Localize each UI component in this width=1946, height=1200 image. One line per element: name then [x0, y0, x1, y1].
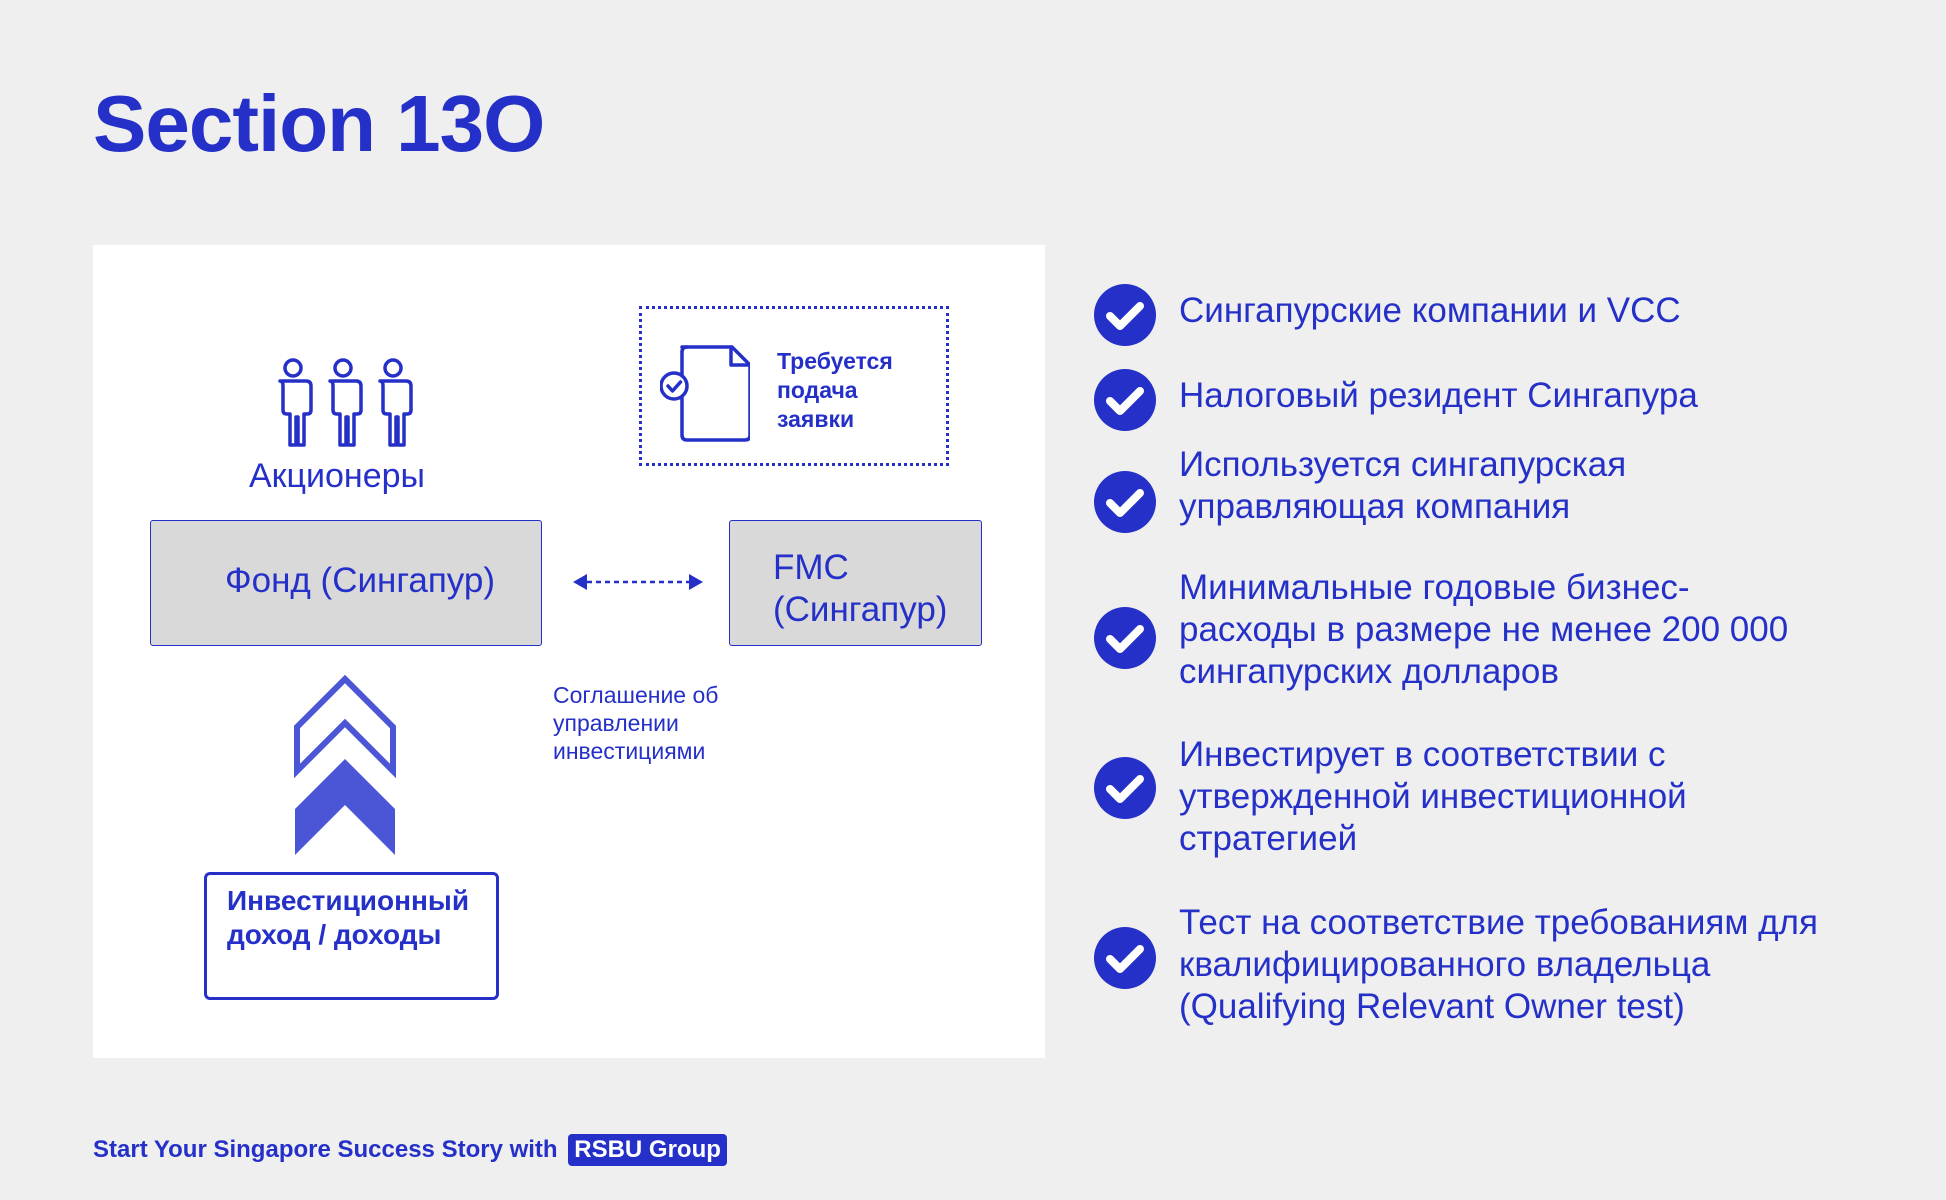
fmc-label: FMC (Сингапур) — [773, 548, 948, 629]
diagram-panel — [93, 245, 1045, 1058]
check-circle-icon — [1093, 606, 1157, 670]
list-item-text: Налоговый резидент Сингапура — [1179, 376, 1698, 415]
double-arrow-icon — [573, 572, 703, 592]
investment-income-box — [204, 872, 499, 1000]
footer — [93, 1134, 727, 1166]
fund-box — [150, 520, 542, 646]
list-item-text: Минимальные годовые бизнес- расходы в размере не менее 200 000 сингапурских долларов — [1179, 568, 1789, 691]
check-circle-icon — [1093, 756, 1157, 820]
page-title: Section 13O — [93, 79, 545, 168]
application-required-label: Требуется подача заявки — [777, 348, 893, 432]
list-item-text: Сингапурские компании и VCC — [1179, 291, 1681, 330]
list-item-text: Используется сингапурская управляющая компания — [1179, 445, 1627, 526]
fund-label: Фонд (Сингапур) — [225, 561, 496, 600]
investment-income-label: Инвестиционный доход / доходы — [227, 885, 470, 950]
fmc-box — [729, 520, 982, 646]
check-circle-icon — [1093, 470, 1157, 534]
people-icon — [271, 357, 417, 449]
footer-tagline: Start Your Singapore Success Story with — [93, 1136, 558, 1163]
check-circle-icon — [1093, 368, 1157, 432]
check-circle-icon — [1093, 283, 1157, 347]
application-required-box — [639, 306, 949, 466]
list-item-text: Тест на соответствие требованиям для квалифицированного владельца (Qualifying Relevant Owner test) — [1179, 903, 1818, 1026]
brand-badge: RSBU Group — [568, 1134, 727, 1166]
shareholders-label: Акционеры — [249, 457, 425, 495]
check-circle-icon — [1093, 926, 1157, 990]
chevron-up-icon — [293, 675, 397, 855]
list-item-text: Инвестирует в соответствии с утвержденной инвестиционной стратегией — [1179, 735, 1687, 858]
agreement-label: Соглашение об управлении инвестициями — [553, 682, 719, 764]
document-check-icon — [660, 343, 750, 443]
